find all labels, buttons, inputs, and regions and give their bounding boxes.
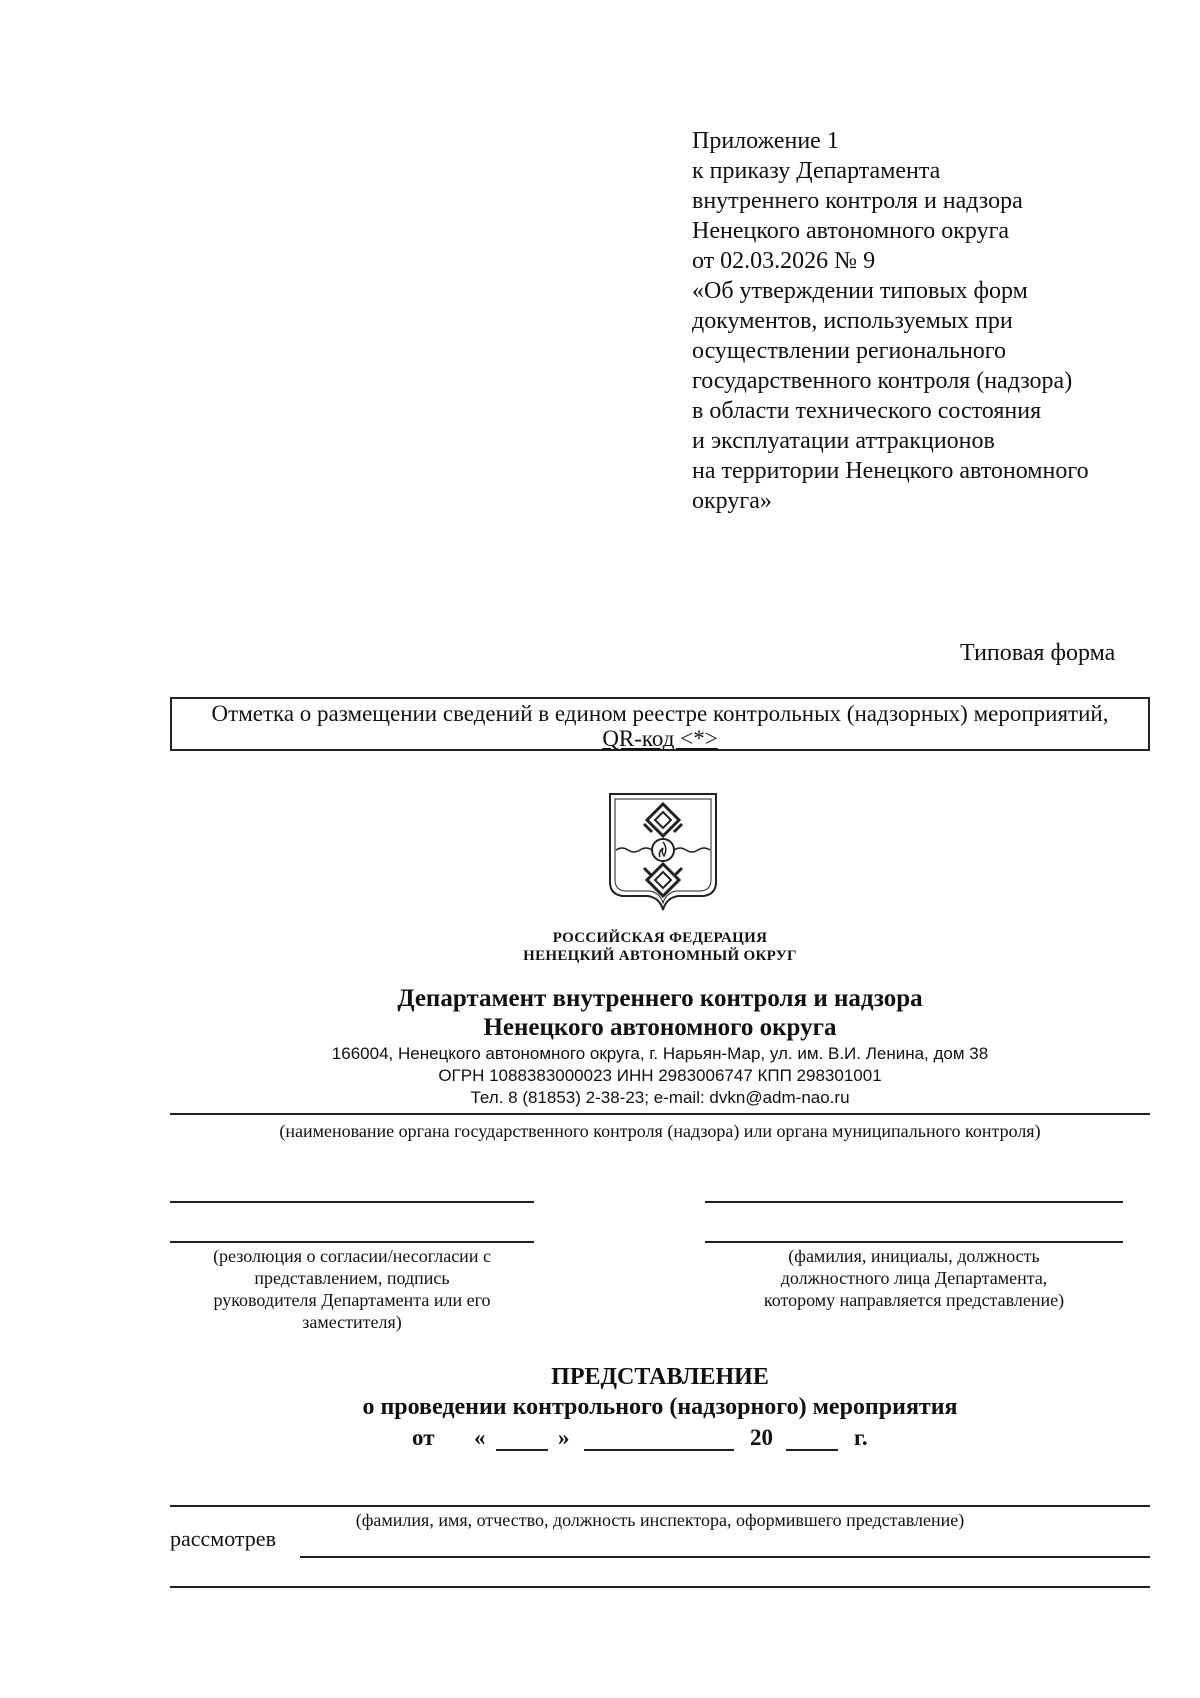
document-heading: ПРЕДСТАВЛЕНИЕ xyxy=(551,1364,769,1390)
department-line-2: Ненецкого автономного округа xyxy=(483,1014,837,1041)
date-year-prefix: 20 xyxy=(750,1425,773,1450)
department-address: 166004, Ненецкого автономного округа, г. Нарьян-Мар, ул. им. В.И. Ленина, дом 38 xyxy=(331,1044,989,1063)
considered-field-continuation[interactable] xyxy=(170,1586,1150,1588)
appendix-line: от 02.03.2026 № 9 xyxy=(692,248,876,274)
date-quote-close: » xyxy=(558,1425,570,1450)
divider xyxy=(170,1113,1150,1115)
appendix-line: Ненецкого автономного округа xyxy=(692,218,1010,244)
appendix-line: к приказу Департамента xyxy=(692,158,941,184)
coat-of-arms-icon xyxy=(604,790,722,914)
official-caption xyxy=(705,1245,1123,1311)
appendix-line: «Об утверждении типовых форм xyxy=(692,278,1028,304)
official-name-line xyxy=(705,1241,1123,1243)
appendix-line: осуществлении регионального xyxy=(692,338,1007,364)
federation-header xyxy=(420,929,900,965)
appendix-line: документов, используемых при xyxy=(692,308,1013,334)
resolution-line xyxy=(170,1201,534,1203)
resolution-caption xyxy=(170,1245,534,1333)
appendix-line: и эксплуатации аттракционов xyxy=(692,428,995,454)
federation-name: РОССИЙСКАЯ ФЕДЕРАЦИЯ xyxy=(552,930,768,946)
document-title xyxy=(200,1362,1120,1422)
registry-qr-text: QR-код <*> xyxy=(602,726,718,751)
official-caption-line: должностного лица Департамента, xyxy=(780,1268,1048,1288)
appendix-line: в области технического состояния xyxy=(692,398,1042,424)
department-contacts xyxy=(250,1043,1070,1109)
date-month-field[interactable] xyxy=(584,1449,734,1451)
appendix-line: внутреннего контроля и надзора xyxy=(692,188,1023,214)
official-caption-line: (фамилия, инициалы, должность xyxy=(788,1246,1040,1266)
date-quote-open: « xyxy=(474,1425,486,1450)
inspector-field[interactable] xyxy=(170,1505,1150,1507)
registry-mark-text: Отметка о размещении сведений в едином реестре контрольных (надзорных) мероприятий, xyxy=(211,701,1109,726)
resolution-caption-line: представлением, подпись xyxy=(254,1268,450,1288)
region-name: НЕНЕЦКИЙ АВТОНОМНЫЙ ОКРУГ xyxy=(523,948,797,964)
appendix-block xyxy=(692,126,1172,516)
appendix-line: на территории Ненецкого автономного xyxy=(692,458,1089,484)
official-line xyxy=(705,1201,1123,1203)
department-line-1: Департамент внутреннего контроля и надзора xyxy=(397,985,923,1012)
considered-label: рассмотрев xyxy=(170,1526,276,1551)
date-day-field[interactable] xyxy=(496,1449,548,1451)
registry-mark-box xyxy=(170,697,1150,751)
document-subheading: о проведении контрольного (надзорного) мероприятия xyxy=(362,1394,958,1420)
official-caption-line: которому направляется представление) xyxy=(763,1290,1065,1310)
resolution-signature-line xyxy=(170,1241,534,1243)
resolution-caption-line: заместителя) xyxy=(302,1312,402,1332)
date-year-field[interactable] xyxy=(786,1449,838,1451)
form-type-label: Типовая форма xyxy=(960,640,1116,666)
date-year-suffix: г. xyxy=(854,1425,868,1450)
resolution-caption-line: (резолюция о согласии/несогласии с xyxy=(213,1246,491,1266)
department-phone-email: Тел. 8 (81853) 2-38-23; e-mail: dvkn@adm-nao.ru xyxy=(470,1088,850,1107)
date-from-label: от xyxy=(412,1425,435,1450)
appendix-line: государственного контроля (надзора) xyxy=(692,368,1073,394)
org-caption: (наименование органа государственного контроля (надзора) или органа муниципального контроля) xyxy=(279,1121,1041,1141)
appendix-line: округа» xyxy=(692,488,772,514)
resolution-caption-line: руководителя Департамента или его xyxy=(213,1290,491,1310)
department-name xyxy=(280,984,1040,1042)
department-ids: ОГРН 1088383000023 ИНН 2983006747 КПП 298301001 xyxy=(438,1066,882,1085)
considered-field[interactable] xyxy=(300,1556,1150,1558)
appendix-line: Приложение 1 xyxy=(692,128,839,154)
inspector-caption: (фамилия, имя, отчество, должность инспектора, оформившего представление) xyxy=(355,1510,965,1530)
